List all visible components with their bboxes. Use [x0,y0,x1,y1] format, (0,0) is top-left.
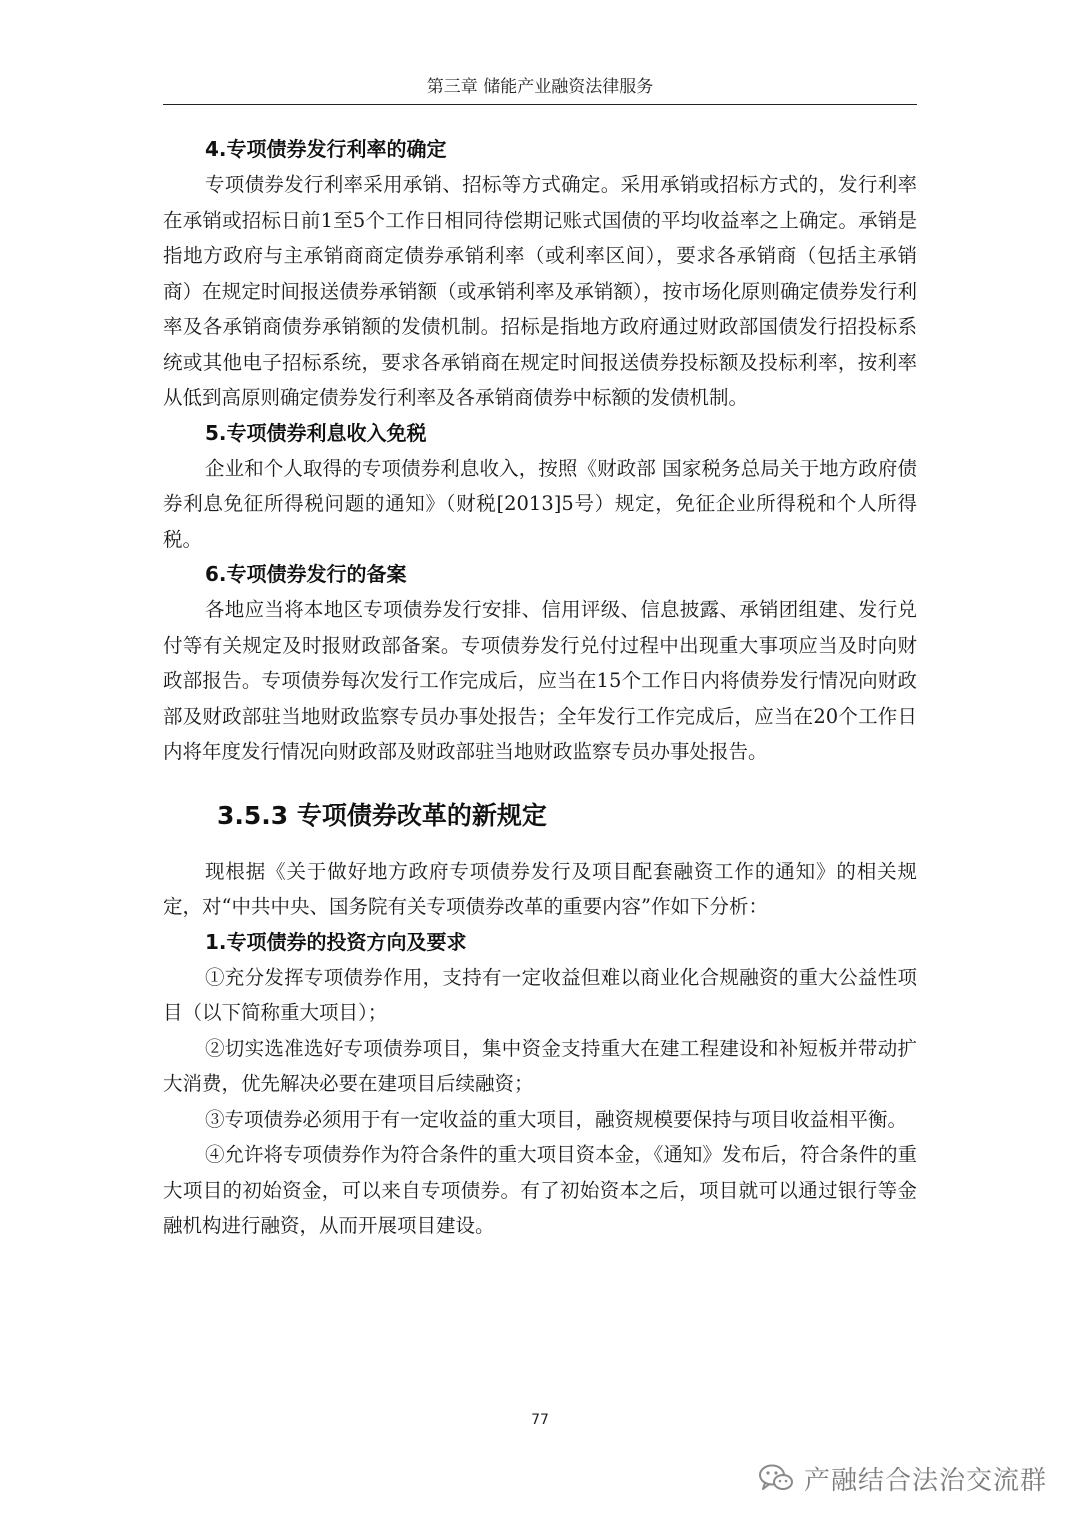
watermark [758,1458,1047,1498]
wechat-icon [758,1463,794,1493]
heading-tax-exemption: 5.专项债券利息收入免税 [205,420,427,445]
watermark-text: 产融结合法治交流群 [804,1465,1048,1496]
heading-investment-direction: 1.专项债券的投资方向及要求 [205,929,467,954]
heading-filing: 6.专项债券发行的备案 [205,562,407,586]
paragraph-tax-exemption: 企业和个人取得的专项债券利息收入，按照《财政部 国家税务总局关于地方政府债券利息免征所得税问题的通知》（财税[2013]5号）规定，免征企业所得税和个人所得税。 [163,456,917,551]
page-content [163,132,917,1244]
heading-interest-rate: 4.专项债券发行利率的确定 [205,137,447,161]
paragraph-interest-rate: 专项债券发行利率采用承销、招标等方式确定。采用承销或招标方式的，发行利率在承销或招标日前1至5个工作日相同待偿期记账式国债的平均收益率之上确定。承销是指地方政府与主承销商商定债券承销利率（或利率区间），要求各承销商（包括主承销商）在规定时间报送债券承销额（或承销利率及承销额），按市场化原则确定债券发行利率及各承销商债券承销额的发债机制。招标是指地方政府通过财政部国债发行招投标系统或其他电子招标系统，要求各承销商在规定时间报送债券投标额及投标利率，按利率从低到高原则确定债券发行利率及各承销商债券中标额的发债机制。 [163,173,917,409]
paragraph-intro: 现根据《关于做好地方政府专项债券发行及项目配套融资工作的通知》的相关规定，对“中共中央、国务院有关专项债券改革的重要内容”作如下分析： [163,859,917,918]
paragraph-item-4: ④允许将专项债券作为符合条件的重大项目资本金，《通知》发布后，符合条件的重大项目的初始资金，可以来自专项债券。有了初始资本之后，项目就可以通过银行等金融机构进行融资，从而开展项目建设。 [163,1143,917,1237]
paragraph-item-1: ①充分发挥专项债券作用，支持有一定收益但难以商业化合规融资的重大公益性项目（以下简称重大项目）； [163,965,917,1024]
section-title: 3.5.3 专项债券改革的新规定 [217,800,547,830]
paragraph-item-2: ②切实选准选好专项债券项目，集中资金支持重大在建工程建设和补短板并带动扩大消费，优先解决必要在建项目后续融资； [163,1036,917,1095]
paragraph-filing: 各地应当将本地区专项债券发行安排、信用评级、信息披露、承销团组建、发行兑付等有关规定及时报财政部备案。专项债券发行兑付过程中出现重大事项应当及时向财政部报告。专项债券每次发行工作完成后，应当在15个工作日内将债券发行情况向财政部及财政部驻当地财政监察专员办事处报告；全年发行工作完成后，应当在20个工作日内将年度发行情况向财政部及财政部驻当地财政监察专员办事处报告。 [163,598,917,763]
chapter-title: 第三章 储能产业融资法律服务 [426,77,654,97]
page-header [163,76,917,105]
paragraph-item-3: ③专项债券必须用于有一定收益的重大项目，融资规模要保持与项目收益相平衡。 [205,1107,908,1131]
page-number: 77 [531,1412,549,1428]
